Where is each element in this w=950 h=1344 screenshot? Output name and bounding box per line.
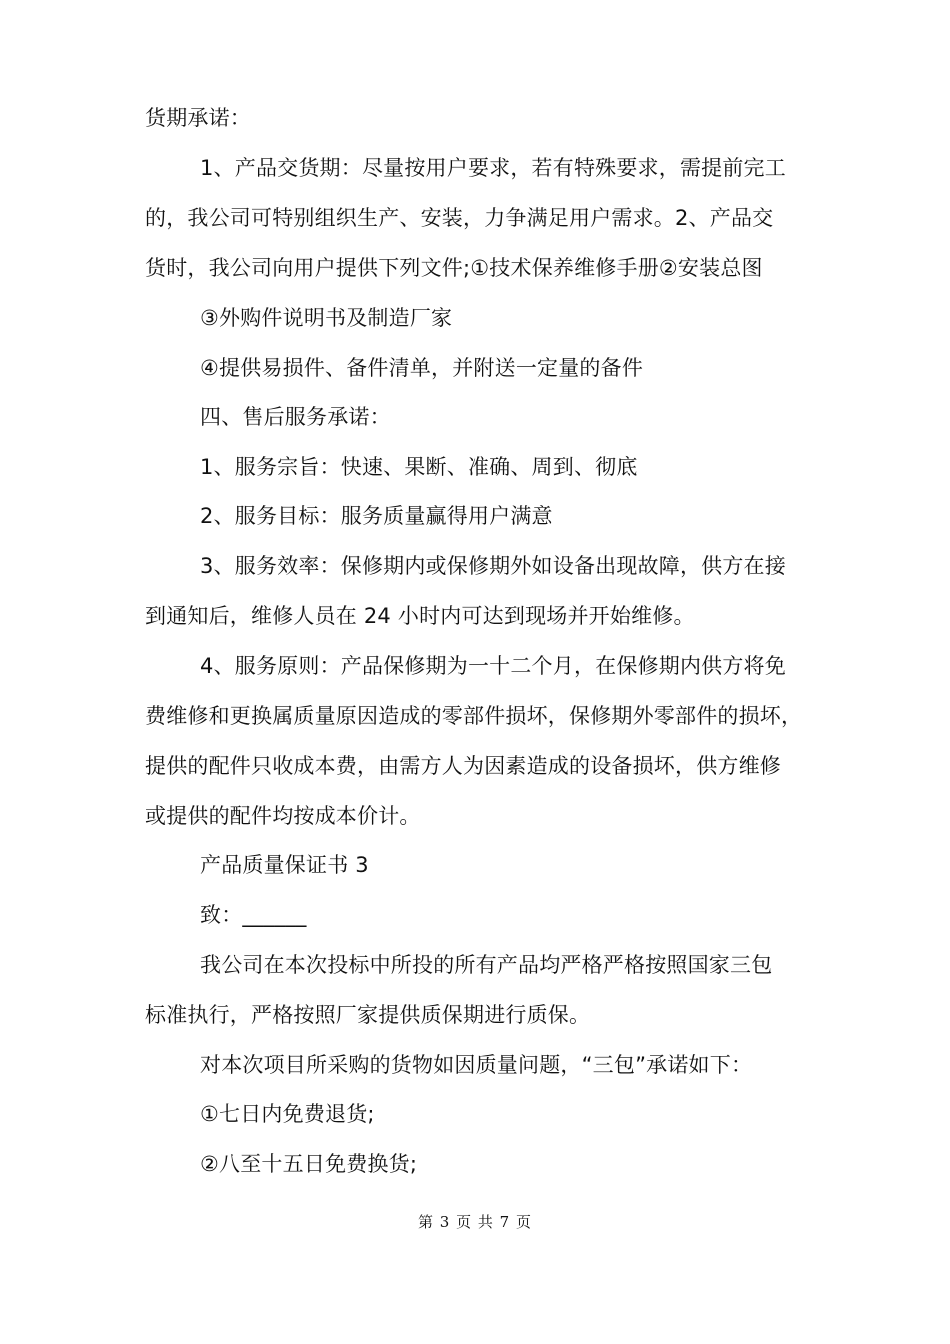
document-title: 产品质量保证书 3 (200, 853, 369, 877)
text-line: 1、服务宗旨：快速、果断、准确、周到、彻底 (200, 455, 638, 479)
text-line: ③外购件说明书及制造厂家 (200, 306, 453, 330)
text-line: 或提供的配件均按成本价计。 (145, 804, 421, 828)
text-line: 对本次项目所采购的货物如因质量问题，“三包”承诺如下： (200, 1053, 753, 1077)
text-line: 2、服务目标：服务质量赢得用户满意 (200, 504, 553, 528)
text-line: 1、产品交货期：尽量按用户要求，若有特殊要求，需提前完工 (200, 156, 786, 180)
text-line: 费维修和更换属质量原因造成的零部件损坏，保修期外零部件的损坏， (145, 704, 803, 728)
list-item: ①七日内免费退货; (200, 1102, 375, 1126)
text-line: 的，我公司可特别组织生产、安装，力争满足用户需求。2、产品交 (145, 206, 774, 230)
page-footer: 第 3 页 共 7 页 (418, 1213, 532, 1231)
text-line: 到通知后，维修人员在 24 小时内可达到现场并开始维修。 (145, 604, 695, 628)
section-heading: 四、售后服务承诺： (200, 405, 391, 429)
addressee-line: 致：______ (200, 903, 307, 927)
text-line: 我公司在本次投标中所投的所有产品均严格严格按照国家三包 (200, 953, 773, 977)
list-item: ②八至十五日免费换货; (200, 1152, 418, 1176)
text-line: 3、服务效率：保修期内或保修期外如设备出现故障，供方在接 (200, 554, 786, 578)
text-line: 货期承诺： (145, 106, 251, 130)
text-line: 提供的配件只收成本费，由需方人为因素造成的设备损坏，供方维修 (145, 754, 781, 778)
text-line: 标准执行，严格按照厂家提供质保期进行质保。 (145, 1003, 591, 1027)
text-line: 货时，我公司向用户提供下列文件;①技术保养维修手册②安装总图 (145, 256, 763, 280)
text-line: 4、服务原则：产品保修期为一十二个月，在保修期内供方将免 (200, 654, 786, 678)
text-line: ④提供易损件、备件清单，并附送一定量的备件 (200, 356, 644, 380)
